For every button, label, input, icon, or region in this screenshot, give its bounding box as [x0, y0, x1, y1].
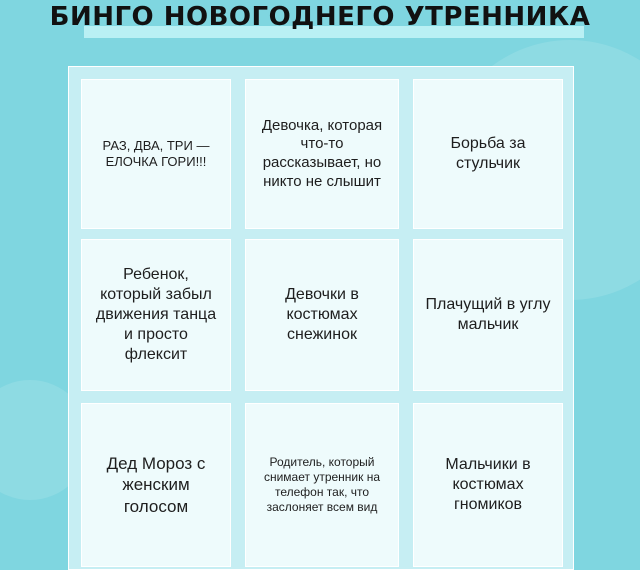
bingo-cell-text: Девочка, которая что-то рассказывает, но никто не слышит: [261, 116, 383, 190]
bingo-cell-text: Борьба за стульчик: [450, 135, 526, 172]
bingo-cell[interactable]: [245, 403, 399, 567]
bingo-cell-text: Родитель, который снимает утренник на телефон так, что заслоняет всем вид: [263, 455, 381, 514]
bingo-cell[interactable]: [81, 239, 231, 391]
bingo-cell[interactable]: [413, 239, 563, 391]
bingo-cell[interactable]: [81, 403, 231, 567]
bingo-cell-text: Плачущий в углу мальчик: [425, 296, 551, 333]
title-area: [0, 0, 640, 60]
bingo-cell-text: Дед Мороз с женским голосом: [106, 454, 206, 516]
bingo-cell[interactable]: [81, 79, 231, 229]
bingo-board: [68, 66, 574, 570]
bingo-cell-text: Ребенок, который забыл движения танца и просто флексит: [95, 266, 217, 363]
bingo-cell[interactable]: [413, 403, 563, 567]
bingo-cell[interactable]: [245, 79, 399, 229]
page-title: БИНГО НОВОГОДНЕГО УТРЕННИКА: [49, 2, 591, 32]
bingo-cell-text: РАЗ, ДВА, ТРИ — ЕЛОЧКА ГОРИ!!!: [102, 137, 210, 169]
bingo-cell[interactable]: [245, 239, 399, 391]
bingo-cell-text: Мальчики в костюмах гномиков: [445, 456, 531, 513]
bingo-cell-text: Девочки в костюмах снежинок: [285, 286, 359, 343]
bingo-cell[interactable]: [413, 79, 563, 229]
